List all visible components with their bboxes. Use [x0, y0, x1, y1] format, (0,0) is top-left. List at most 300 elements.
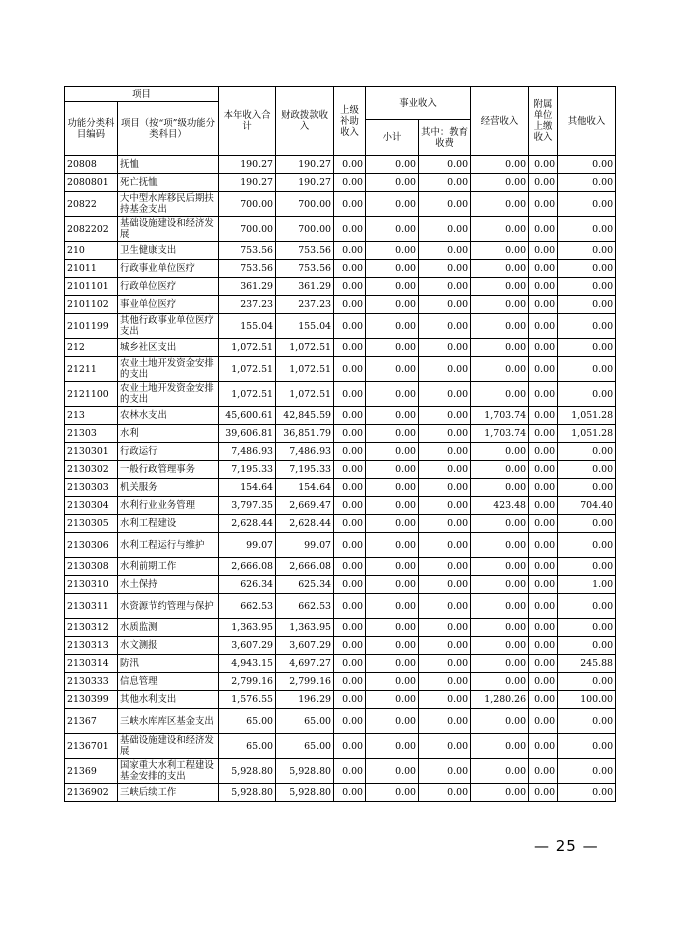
table-row: [65, 558, 616, 576]
row-value: 190.27: [219, 156, 276, 174]
row-name: 水质监测: [118, 619, 219, 637]
row-value: 0.00: [419, 619, 471, 637]
row-code: 2130303: [65, 479, 118, 497]
row-code: 2130311: [65, 594, 118, 619]
row-code: 212: [65, 339, 118, 357]
row-value: 155.04: [219, 314, 276, 339]
table-row: [65, 217, 616, 242]
row-name: 水利工程建设: [118, 515, 219, 533]
row-value: 0.00: [334, 357, 366, 382]
row-value: 0.00: [366, 192, 419, 217]
row-value: 0.00: [334, 784, 366, 802]
row-value: 753.56: [219, 260, 276, 278]
row-value: 0.00: [471, 339, 529, 357]
row-name: 水利前期工作: [118, 558, 219, 576]
table-row: [65, 619, 616, 637]
row-value: 0.00: [558, 314, 616, 339]
row-code: 20822: [65, 192, 118, 217]
row-value: 65.00: [276, 709, 334, 734]
row-value: 0.00: [529, 407, 558, 425]
row-value: 0.00: [558, 242, 616, 260]
row-value: 0.00: [558, 278, 616, 296]
row-value: 0.00: [529, 296, 558, 314]
row-value: 0.00: [419, 558, 471, 576]
row-value: 0.00: [419, 479, 471, 497]
row-code: 2136902: [65, 784, 118, 802]
row-value: 625.34: [276, 576, 334, 594]
row-value: 0.00: [419, 594, 471, 619]
row-value: 0.00: [419, 156, 471, 174]
row-value: 423.48: [471, 497, 529, 515]
row-value: 1,072.51: [276, 357, 334, 382]
row-value: 0.00: [471, 314, 529, 339]
row-value: 1,576.55: [219, 691, 276, 709]
row-value: 0.00: [558, 784, 616, 802]
row-code: 2136701: [65, 734, 118, 759]
row-value: 0.00: [471, 558, 529, 576]
row-code: 2130301: [65, 443, 118, 461]
row-name: 一般行政管理事务: [118, 461, 219, 479]
row-value: 1,363.95: [219, 619, 276, 637]
row-value: 753.56: [276, 242, 334, 260]
row-value: 0.00: [558, 479, 616, 497]
table-row: [65, 497, 616, 515]
row-name: 水利工程运行与维护: [118, 533, 219, 558]
row-name: 事业单位医疗: [118, 296, 219, 314]
table-row: [65, 382, 616, 407]
row-value: 0.00: [334, 734, 366, 759]
row-value: 0.00: [558, 619, 616, 637]
row-value: 0.00: [471, 156, 529, 174]
row-value: 196.29: [276, 691, 334, 709]
row-value: 0.00: [558, 461, 616, 479]
row-value: 0.00: [366, 296, 419, 314]
row-value: 7,486.93: [219, 443, 276, 461]
row-value: 0.00: [334, 192, 366, 217]
table-row: [65, 443, 616, 461]
row-value: 0.00: [334, 655, 366, 673]
row-value: 0.00: [419, 497, 471, 515]
row-code: 2130305: [65, 515, 118, 533]
row-value: 753.56: [219, 242, 276, 260]
row-value: 1,051.28: [558, 407, 616, 425]
row-code: 2121100: [65, 382, 118, 407]
row-name: 国家重大水利工程建设基金安排的支出: [118, 759, 219, 784]
row-name: 基础设施建设和经济发展: [118, 734, 219, 759]
row-value: 0.00: [529, 479, 558, 497]
row-value: 0.00: [419, 655, 471, 673]
row-value: 0.00: [334, 407, 366, 425]
row-value: 0.00: [471, 515, 529, 533]
row-value: 0.00: [471, 192, 529, 217]
row-value: 0.00: [419, 784, 471, 802]
table-row: [65, 461, 616, 479]
row-value: 0.00: [419, 637, 471, 655]
row-value: 0.00: [558, 339, 616, 357]
table-row: [65, 655, 616, 673]
row-value: 42,845.59: [276, 407, 334, 425]
row-value: 0.00: [471, 260, 529, 278]
row-value: 0.00: [366, 278, 419, 296]
row-value: 2,666.08: [276, 558, 334, 576]
row-value: 237.23: [219, 296, 276, 314]
row-value: 4,943.15: [219, 655, 276, 673]
row-value: 1,072.51: [219, 339, 276, 357]
row-code: 21211: [65, 357, 118, 382]
row-value: 0.00: [558, 174, 616, 192]
row-name: 水利行业业务管理: [118, 497, 219, 515]
row-value: 99.07: [276, 533, 334, 558]
row-value: 0.00: [334, 382, 366, 407]
row-value: 2,666.08: [219, 558, 276, 576]
row-code: 21369: [65, 759, 118, 784]
row-value: 361.29: [219, 278, 276, 296]
row-value: 0.00: [471, 278, 529, 296]
row-code: 2101101: [65, 278, 118, 296]
header-subtotal: 小计: [366, 120, 419, 156]
row-value: 0.00: [334, 515, 366, 533]
row-value: 0.00: [529, 734, 558, 759]
row-value: 0.00: [558, 156, 616, 174]
row-name: 行政事业单位医疗: [118, 260, 219, 278]
row-value: 0.00: [529, 619, 558, 637]
row-value: 361.29: [276, 278, 334, 296]
row-value: 1,280.26: [471, 691, 529, 709]
row-value: 0.00: [419, 192, 471, 217]
row-value: 1,072.51: [219, 382, 276, 407]
row-value: 0.00: [529, 192, 558, 217]
row-value: 0.00: [419, 443, 471, 461]
row-value: 0.00: [334, 174, 366, 192]
row-value: 0.00: [366, 515, 419, 533]
row-value: 0.00: [529, 558, 558, 576]
row-value: 65.00: [219, 734, 276, 759]
row-value: 5,928.80: [219, 784, 276, 802]
row-value: 154.64: [276, 479, 334, 497]
row-code: 2130304: [65, 497, 118, 515]
row-value: 0.00: [471, 734, 529, 759]
row-value: 0.00: [471, 637, 529, 655]
row-name: 基础设施建设和经济发展: [118, 217, 219, 242]
table-row: [65, 156, 616, 174]
row-value: 662.53: [219, 594, 276, 619]
row-value: 0.00: [334, 576, 366, 594]
row-value: 0.00: [471, 759, 529, 784]
row-value: 5,928.80: [276, 784, 334, 802]
row-value: 0.00: [558, 637, 616, 655]
row-value: 0.00: [419, 314, 471, 339]
row-name: 三峡后续工作: [118, 784, 219, 802]
table-row: [65, 479, 616, 497]
row-value: 0.00: [529, 594, 558, 619]
row-value: 0.00: [366, 339, 419, 357]
row-value: 0.00: [419, 174, 471, 192]
row-value: 245.88: [558, 655, 616, 673]
table-row: [65, 576, 616, 594]
row-value: 45,600.61: [219, 407, 276, 425]
row-code: 2130310: [65, 576, 118, 594]
row-name: 水土保持: [118, 576, 219, 594]
row-value: 0.00: [558, 594, 616, 619]
row-value: 190.27: [276, 156, 334, 174]
row-value: 0.00: [334, 558, 366, 576]
row-value: 0.00: [334, 443, 366, 461]
header-affiliated-income: 附属单位上缴收入: [529, 87, 558, 156]
row-value: 0.00: [558, 709, 616, 734]
row-value: 0.00: [419, 461, 471, 479]
row-value: 0.00: [558, 673, 616, 691]
row-value: 700.00: [276, 192, 334, 217]
row-value: 0.00: [366, 497, 419, 515]
row-value: 0.00: [471, 443, 529, 461]
row-value: 0.00: [529, 497, 558, 515]
table-row: [65, 784, 616, 802]
row-value: 0.00: [529, 691, 558, 709]
row-value: 0.00: [334, 619, 366, 637]
row-value: 0.00: [334, 217, 366, 242]
row-value: 0.00: [471, 709, 529, 734]
row-value: 0.00: [334, 260, 366, 278]
row-value: 0.00: [366, 558, 419, 576]
row-value: 753.56: [276, 260, 334, 278]
row-value: 0.00: [419, 357, 471, 382]
row-value: 0.00: [419, 382, 471, 407]
row-value: 0.00: [366, 217, 419, 242]
row-value: 237.23: [276, 296, 334, 314]
row-value: 0.00: [471, 673, 529, 691]
row-value: 1,703.74: [471, 425, 529, 443]
row-value: 0.00: [471, 576, 529, 594]
table-row: [65, 533, 616, 558]
row-value: 0.00: [471, 594, 529, 619]
row-code: 213: [65, 407, 118, 425]
header-item-name: 项目（按“项”级功能分类科目）: [118, 102, 219, 156]
row-value: 5,928.80: [219, 759, 276, 784]
row-value: 3,607.29: [276, 637, 334, 655]
row-value: 0.00: [558, 260, 616, 278]
table-row: [65, 339, 616, 357]
row-value: 0.00: [471, 242, 529, 260]
row-value: 7,195.33: [276, 461, 334, 479]
row-value: 0.00: [471, 357, 529, 382]
row-value: 2,799.16: [219, 673, 276, 691]
row-value: 0.00: [471, 533, 529, 558]
row-value: 0.00: [419, 576, 471, 594]
row-value: 0.00: [558, 357, 616, 382]
row-value: 0.00: [558, 558, 616, 576]
row-code: 21011: [65, 260, 118, 278]
row-name: 行政运行: [118, 443, 219, 461]
row-value: 0.00: [529, 339, 558, 357]
table-row: [65, 734, 616, 759]
row-value: 0.00: [334, 637, 366, 655]
row-code: 2130306: [65, 533, 118, 558]
table-row: [65, 691, 616, 709]
row-value: 2,628.44: [276, 515, 334, 533]
row-value: 0.00: [334, 594, 366, 619]
row-value: 1,072.51: [276, 339, 334, 357]
row-value: 0.00: [366, 691, 419, 709]
page-number: — 25 —: [534, 837, 599, 855]
row-value: 154.64: [219, 479, 276, 497]
row-value: 0.00: [419, 217, 471, 242]
table-row: [65, 759, 616, 784]
row-value: 0.00: [366, 314, 419, 339]
row-value: 0.00: [529, 515, 558, 533]
row-code: 2130314: [65, 655, 118, 673]
table-row: [65, 637, 616, 655]
row-value: 0.00: [471, 174, 529, 192]
header-business-income: 事业收入: [366, 87, 471, 120]
row-value: 3,797.35: [219, 497, 276, 515]
row-value: 0.00: [529, 709, 558, 734]
row-value: 0.00: [529, 217, 558, 242]
row-value: 0.00: [529, 156, 558, 174]
row-name: 防汛: [118, 655, 219, 673]
header-operating-income: 经营收入: [471, 87, 529, 156]
header-education-fee: 其中：教育收费: [419, 120, 471, 156]
row-code: 2080801: [65, 174, 118, 192]
row-value: 0.00: [471, 655, 529, 673]
row-value: 1.00: [558, 576, 616, 594]
row-value: 0.00: [366, 673, 419, 691]
table-row: [65, 314, 616, 339]
row-value: 1,051.28: [558, 425, 616, 443]
row-value: 0.00: [334, 425, 366, 443]
row-value: 0.00: [334, 691, 366, 709]
row-value: 0.00: [419, 407, 471, 425]
header-annual-income: 本年收入合计: [219, 87, 276, 156]
row-code: 2101199: [65, 314, 118, 339]
row-value: 7,486.93: [276, 443, 334, 461]
row-value: 0.00: [558, 443, 616, 461]
row-value: 5,928.80: [276, 759, 334, 784]
row-value: 0.00: [529, 461, 558, 479]
table-row: [65, 407, 616, 425]
row-value: 0.00: [419, 709, 471, 734]
table-row: [65, 296, 616, 314]
table-row: [65, 673, 616, 691]
header-other-income: 其他收入: [558, 87, 616, 156]
row-value: 0.00: [529, 576, 558, 594]
row-value: 0.00: [419, 691, 471, 709]
row-value: 3,607.29: [219, 637, 276, 655]
row-value: 1,363.95: [276, 619, 334, 637]
row-name: 行政单位医疗: [118, 278, 219, 296]
row-value: 0.00: [419, 734, 471, 759]
row-value: 0.00: [334, 156, 366, 174]
row-value: 0.00: [366, 407, 419, 425]
row-value: 0.00: [334, 709, 366, 734]
row-name: 水利: [118, 425, 219, 443]
row-value: 0.00: [366, 533, 419, 558]
row-code: 21303: [65, 425, 118, 443]
row-value: 700.00: [219, 217, 276, 242]
row-value: 0.00: [334, 339, 366, 357]
row-code: 2130313: [65, 637, 118, 655]
row-value: 0.00: [419, 278, 471, 296]
row-name: 农业土地开发资金安排的支出: [118, 382, 219, 407]
row-value: 190.27: [276, 174, 334, 192]
row-code: 2130399: [65, 691, 118, 709]
table-row: [65, 594, 616, 619]
row-code: 20808: [65, 156, 118, 174]
row-value: 0.00: [334, 242, 366, 260]
row-name: 其他行政事业单位医疗支出: [118, 314, 219, 339]
header-project: 项目: [65, 87, 219, 102]
row-value: 0.00: [334, 759, 366, 784]
table-row: [65, 709, 616, 734]
row-value: 0.00: [529, 242, 558, 260]
row-name: 城乡社区支出: [118, 339, 219, 357]
row-value: 0.00: [366, 637, 419, 655]
row-value: 0.00: [471, 296, 529, 314]
row-value: 704.40: [558, 497, 616, 515]
row-value: 0.00: [419, 515, 471, 533]
row-code: 210: [65, 242, 118, 260]
row-value: 2,799.16: [276, 673, 334, 691]
table-row: [65, 242, 616, 260]
row-value: 0.00: [366, 156, 419, 174]
row-value: 0.00: [366, 594, 419, 619]
row-value: 0.00: [419, 260, 471, 278]
row-value: 1,703.74: [471, 407, 529, 425]
row-value: 0.00: [366, 479, 419, 497]
table-row: [65, 425, 616, 443]
row-value: 65.00: [276, 734, 334, 759]
row-value: 0.00: [529, 425, 558, 443]
row-value: 0.00: [419, 533, 471, 558]
row-value: 0.00: [334, 479, 366, 497]
table-row: [65, 278, 616, 296]
row-value: 0.00: [366, 260, 419, 278]
row-value: 0.00: [334, 673, 366, 691]
row-value: 0.00: [334, 296, 366, 314]
row-value: 0.00: [419, 339, 471, 357]
row-value: 0.00: [366, 709, 419, 734]
row-value: 0.00: [334, 533, 366, 558]
row-value: 0.00: [558, 296, 616, 314]
row-value: 0.00: [529, 533, 558, 558]
row-value: 0.00: [366, 784, 419, 802]
row-name: 三峡水库库区基金支出: [118, 709, 219, 734]
row-value: 0.00: [366, 619, 419, 637]
table-row: [65, 260, 616, 278]
row-value: 662.53: [276, 594, 334, 619]
row-value: 0.00: [529, 784, 558, 802]
row-value: 0.00: [471, 479, 529, 497]
row-value: 0.00: [558, 217, 616, 242]
row-value: 0.00: [366, 174, 419, 192]
row-name: 农业土地开发资金安排的支出: [118, 357, 219, 382]
row-name: 大中型水库移民后期扶持基金支出: [118, 192, 219, 217]
row-value: 0.00: [419, 673, 471, 691]
row-code: 2130333: [65, 673, 118, 691]
row-value: 0.00: [419, 759, 471, 784]
row-value: 0.00: [529, 637, 558, 655]
row-value: 0.00: [529, 443, 558, 461]
row-value: 7,195.33: [219, 461, 276, 479]
row-code: 2130302: [65, 461, 118, 479]
header-fiscal-allocation: 财政拨款收入: [276, 87, 334, 156]
row-name: 卫生健康支出: [118, 242, 219, 260]
row-value: 0.00: [558, 515, 616, 533]
row-value: 0.00: [419, 242, 471, 260]
row-value: 0.00: [366, 759, 419, 784]
row-value: 0.00: [419, 425, 471, 443]
row-value: 0.00: [471, 217, 529, 242]
row-code: 21367: [65, 709, 118, 734]
